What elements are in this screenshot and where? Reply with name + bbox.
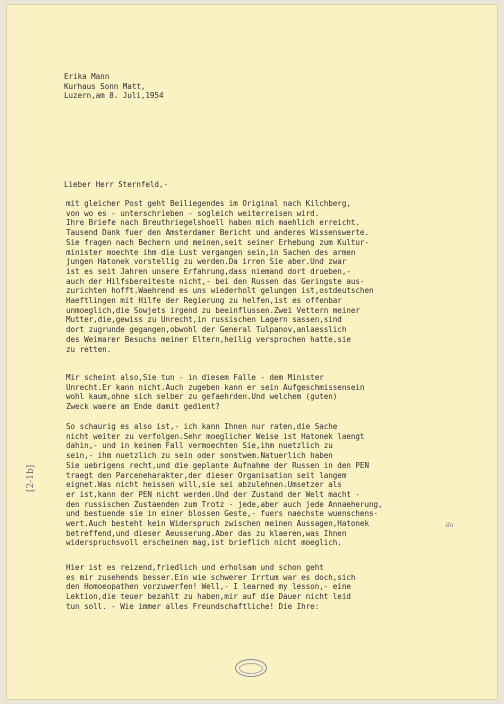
archive-stamp-inner: [239, 663, 263, 674]
handwritten-margin-note: [2-1b]: [26, 464, 36, 492]
handwritten-correction: da: [446, 522, 454, 529]
letter-salutation: Lieber Herr Sternfeld,-: [64, 180, 169, 189]
letter-page: [6, 4, 498, 700]
letter-header: Erika Mann Kurhaus Sonn Matt, Luzern,am 8. Juli,1954: [64, 72, 164, 101]
letter-paragraph: mit gleicher Post geht Beiliegendes im Original nach Kilchberg, von wo es - unterschrieben - sogleich weiterreisen wird. Ihre Briefe nach Breuthriegelshoell haben mich maehlich erreicht. Tausend Dank fuer den Amsterdamer Bericht und anderes Wissenswerte. Sie fragen nach Bechern und meinen,seit seiner Erhebung zum Kultur- minister moechte ihm die Lust vergangen sein,in Sachen des armen jungen Hatonek vorstellig zu werden.Da irren Sie aber.Und zwar ist es seit Jahren unsere Erfahrung,dass niemand dort drueben,- auch der Hilfsbereiteste nicht,- bei den Russen das Geringste aus- zurichten hofft.Waehrend es uns wiederholt gelungen ist,ostdeutschen Haeftlingen mit Hilfe der Regierung zu helfen,ist es offenbar unmoeglich,die Sowjets irgend zu beeinflussen.Zwei Vettern meiner Mutter,die,gewiss zu Unrecht,in russischen Lagern sassen,sind dort zugrunde gegangen,obwohl der General Tulpanov,anlaesslich des Weimarer Besuchs meiner Eltern,heilig versprochen hatte,sie zu retten.: [66, 199, 374, 354]
letter-paragraph: So schaurig es also ist,- ich kann Ihnen nur raten,die Sache nicht weiter zu verfolgen.Sehr moeglicher Weise ist Hatonek laengt dahin,- und in keinem Fall vermoechten Sie,ihm nuetzlich zu sein,- ihm nuetzlich zu sein oder sonstwem.Natuerlich haben Sie uebrigens recht,und die geplante Aufnahme der Russen in den PEN traegt den Parceneharakter,der dieser Organisation seit langem eignet.Was nicht heissen will,sie sei abzulehnen.Umsetzer als er ist,kann der PEN nicht werden.Und der Zustand der Welt macht - den russischen Zustaenden zum Trotz - jede,aber auch jede Annaeherung, und bestuende sie in einer blossen Geste,- fuers naechste wuenschens- wert.Auch besteht kein Widerspruch zwischen meinen Aussagen,Hatonek betreffend,und dieser Aeusserung.Aber das zu klaeren,was Ihnen widerspruchsvoll erscheinen mag,ist brieflich nicht moeglich.: [66, 422, 383, 548]
letter-paragraph: Mir scheint also,Sie tun - in diesem Falle - dem Minister Unrecht.Er kann nicht.Auch zugeben kann er sein Aufgeschmissensein wohl kaum,ohne sich selber zu gefaehrden.Und welchem (guten) Zweck waere am Ende damit gedient?: [66, 373, 365, 412]
archive-stamp: [235, 659, 267, 677]
letter-paragraph: Hier ist es reizend,friedlich und erholsam und schon geht es mir zusehends besser.Ein wie schwerer Irrtum war es doch,sich den Homoeopathen vorzuwerfen! Well,- I learned my lesson,- eine Lektion,die teuer bezahlt zu haben,mir auf die Dauer nicht leid tun soll. - Wie immer alles Freundschaftliche! Die Ihre:: [66, 563, 356, 611]
